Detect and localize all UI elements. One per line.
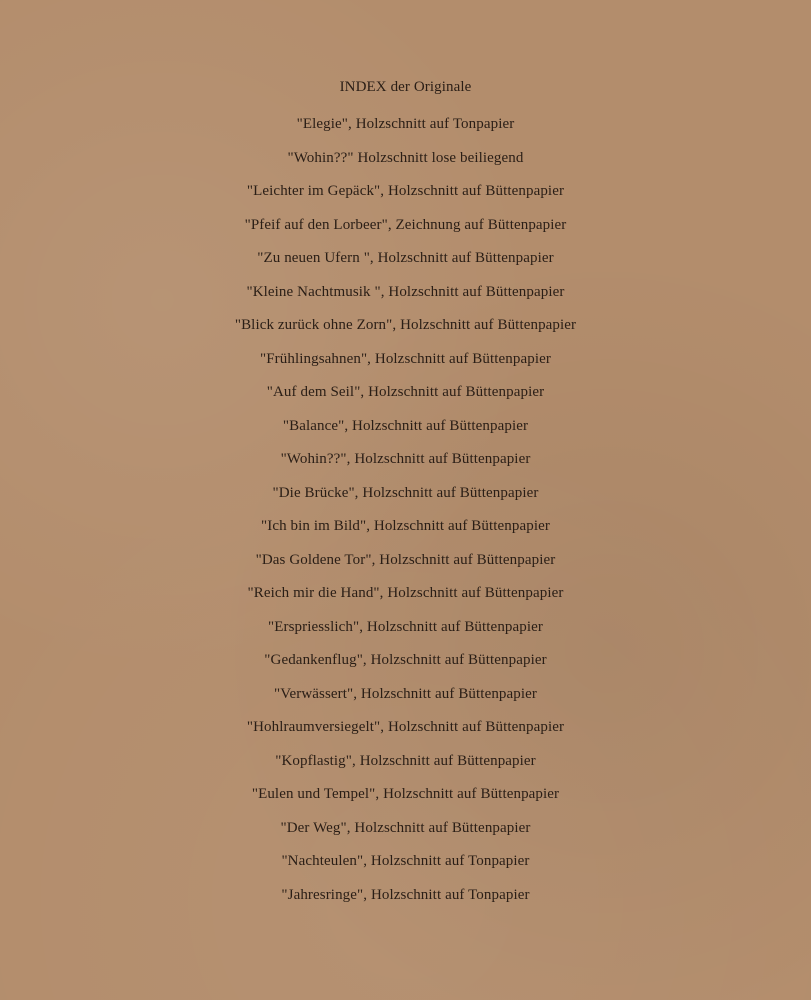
entry-text: "Reich mir die Hand", Holzschnitt auf Büttenpapier [247,585,564,601]
index-entry [0,416,811,450]
entry-text: "Jahresringe", Holzschnitt auf Tonpapier [281,886,530,903]
entry-text: "Wohin??" Holzschnitt lose beiliegend [287,149,524,166]
index-entry [0,215,811,249]
index-entry [0,650,811,684]
index-entry [0,382,811,416]
index-entry-list [0,114,811,918]
entry-text: "Hohlraumversiegelt", Holzschnitt auf Büttenpapier [246,719,565,735]
entry-text: "Erspriesslich", Holzschnitt auf Büttenpapier [267,618,543,635]
entry-text: "Blick zurück ohne Zorn", Holzschnitt auf Büttenpapier [234,317,577,333]
entry-text: "Die Brücke", Holzschnitt auf Büttenpapier [272,484,539,501]
index-entry [0,248,811,282]
entry-text: "Elegie", Holzschnitt auf Tonpapier [296,116,515,132]
entry-text: "Balance", Holzschnitt auf Büttenpapier [282,417,529,434]
index-entry [0,684,811,718]
index-entry [0,483,811,517]
entry-text: "Zu neuen Ufern ", Holzschnitt auf Büttenpapier [257,250,554,266]
entry-text: "Frühlingsahnen", Holzschnitt auf Büttenpapier [260,350,551,367]
entry-text: "Nachteulen", Holzschnitt auf Tonpapier [281,853,530,869]
index-entry [0,449,811,483]
entry-text: "Der Weg", Holzschnitt auf Büttenpapier [280,819,531,836]
index-entry [0,717,811,751]
index-entry [0,885,811,919]
index-entry [0,583,811,617]
index-entry [0,181,811,215]
entry-text: "Kleine Nachtmusik ", Holzschnitt auf Büttenpapier [246,283,565,300]
index-entry [0,349,811,383]
index-entry [0,516,811,550]
entry-text: "Leichter im Gepäck", Holzschnitt auf Büttenpapier [246,183,565,199]
entry-text: "Auf dem Seil", Holzschnitt auf Büttenpapier [266,384,545,400]
index-entry [0,550,811,584]
index-entry [0,751,811,785]
entry-text: "Das Goldene Tor", Holzschnitt auf Büttenpapier [255,551,556,568]
entry-text: "Wohin??", Holzschnitt auf Büttenpapier [280,451,531,467]
entry-text: "Gedankenflug", Holzschnitt auf Büttenpapier [264,652,547,668]
index-entry [0,617,811,651]
index-entry [0,114,811,148]
index-entry [0,818,811,852]
index-entry [0,315,811,349]
index-title: INDEX der Originale [339,79,472,95]
entry-text: "Pfeif auf den Lorbeer", Zeichnung auf Büttenpapier [244,216,567,233]
index-entry [0,148,811,182]
index-entry [0,851,811,885]
entry-text: "Kopflastig", Holzschnitt auf Büttenpapier [275,752,536,769]
entry-text: "Eulen und Tempel", Holzschnitt auf Büttenpapier [251,786,560,802]
entry-text: "Verwässert", Holzschnitt auf Büttenpapier [273,685,538,702]
entry-text: "Ich bin im Bild", Holzschnitt auf Büttenpapier [261,518,550,534]
index-entry [0,784,811,818]
index-entry [0,282,811,316]
